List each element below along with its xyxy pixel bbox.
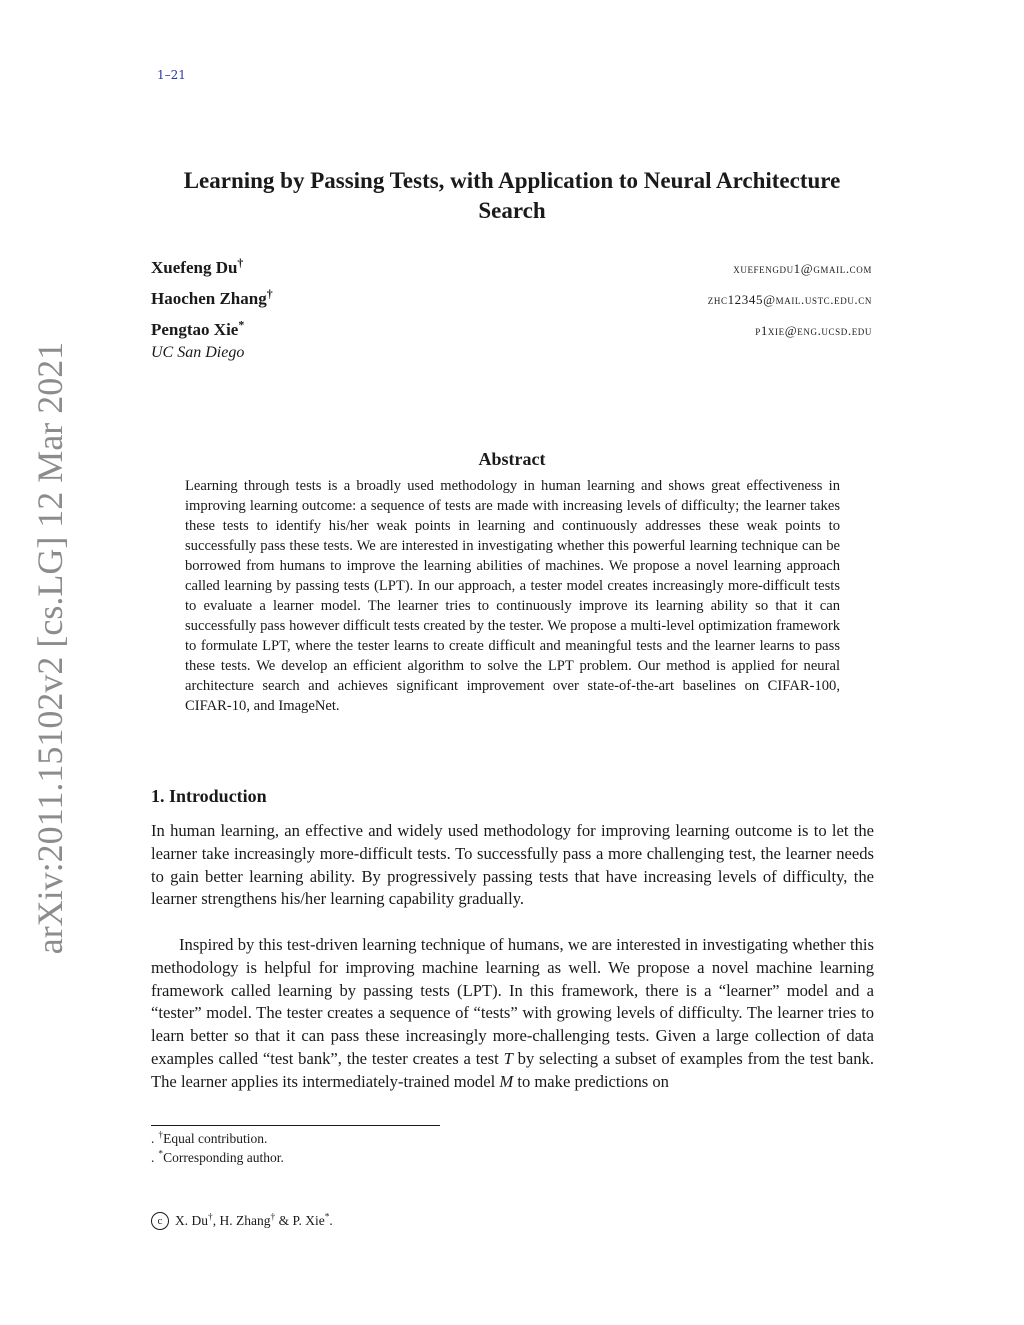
math-var-t: T — [503, 1048, 513, 1068]
footnote-mark: † — [158, 1130, 164, 1141]
intro-p2-text-a: Inspired by this test-driven learning technique of humans, we are interested in investigating whether this methodology is helpful for improving machine learning as well. We propose a novel machine learning framework called learning by passing tests (LPT). In this framework, there is a “learner” model and a “tester” model. The tester creates a sequence of “tests” with growing levels of difficulty. The learner tries to learn better so that it can pass these increasingly more-challenging tests. Given a large collection of data examples called “test bank”, the tester creates a test — [151, 935, 874, 1068]
author-name-text: Pengtao Xie — [151, 320, 239, 339]
author-name-text: Xuefeng Du — [151, 258, 238, 277]
page-range[interactable]: 1–21 — [157, 68, 186, 82]
intro-p2-text-b: by selecting a subset of examples from the test bank. The learner applies its intermediately-trained model — [151, 1048, 874, 1091]
arxiv-identifier: arXiv:2011.15102v2 [cs.LG] 12 Mar 2021 — [30, 341, 70, 955]
intro-p2-text-c: to make predictions on — [517, 1071, 669, 1091]
equal-contribution-mark: † — [237, 255, 244, 270]
author-name-zhang — [151, 286, 273, 309]
copyright-icon: c — [151, 1212, 169, 1230]
author-name-du — [151, 255, 244, 278]
author-email-zhang[interactable]: zhc12345@mail.ustc.edu.cn — [707, 292, 872, 307]
paper-title: Learning by Passing Tests, with Application to Neural Architecture Search — [183, 168, 841, 223]
footnote-divider — [151, 1125, 440, 1126]
author-name-xie — [151, 317, 245, 340]
author-email-du[interactable]: xuefengdu1@gmail.com — [733, 261, 872, 276]
math-var-m: M — [499, 1071, 514, 1091]
footnote-text: Corresponding author. — [163, 1150, 284, 1165]
copyright-line — [151, 1212, 333, 1230]
affiliation: UC San Diego — [151, 344, 245, 361]
copyright-holders: X. Du†, H. Zhang† & P. Xie*. — [175, 1212, 333, 1228]
equal-contribution-mark: † — [266, 286, 273, 301]
footnote-equal-contribution: . †Equal contribution. — [151, 1130, 268, 1146]
author-name-text: Haochen Zhang — [151, 289, 267, 308]
footnote-corresponding-author: . *Corresponding author. — [151, 1149, 284, 1165]
footnote-text: Equal contribution. — [163, 1131, 268, 1146]
author-email-xie[interactable]: p1xie@eng.ucsd.edu — [755, 323, 872, 338]
section-heading-introduction: 1. Introduction — [151, 786, 267, 806]
footnote-mark: * — [158, 1149, 164, 1160]
abstract-body: Learning through tests is a broadly used methodology in human learning and shows great effectiveness in improving learning outcome: a sequence of tests are made with increasing levels of difficulty; the learner takes these tests to identify his/her weak points in learning and continuously addresses these weak points to successfully pass these tests. We are interested in investigating whether this powerful learning technique can be borrowed from humans to improve the learning abilities of machines. We propose a novel learning approach called learning by passing tests (LPT). In our approach, a tester model creates increasingly more-difficult tests to evaluate a learner model. The learner tries to continuously improve its learning ability so that it can successfully pass however difficult tests created by the tester. We propose a multi-level optimization framework to formulate LPT, where the tester learns to create difficult and meaningful tests and the learner learns to pass these tests. We develop an efficient algorithm to solve the LPT problem. Our method is applied for neural architecture search and achieves significant improvement over state-of-the-art baselines on CIFAR-100, CIFAR-10, and ImageNet. — [185, 478, 840, 714]
intro-paragraph-2 — [151, 934, 874, 1094]
abstract-heading: Abstract — [478, 449, 546, 469]
corresponding-author-mark: * — [238, 317, 245, 332]
intro-paragraph-1: In human learning, an effective and widely used methodology for improving learning outcome is to let the learner take increasingly more-difficult tests. To successfully pass a more challenging test, the learner needs to gain better learning ability. By progressively passing tests that have increasing levels of difficulty, the learner strengthens his/her learning capability gradually. — [151, 821, 874, 909]
